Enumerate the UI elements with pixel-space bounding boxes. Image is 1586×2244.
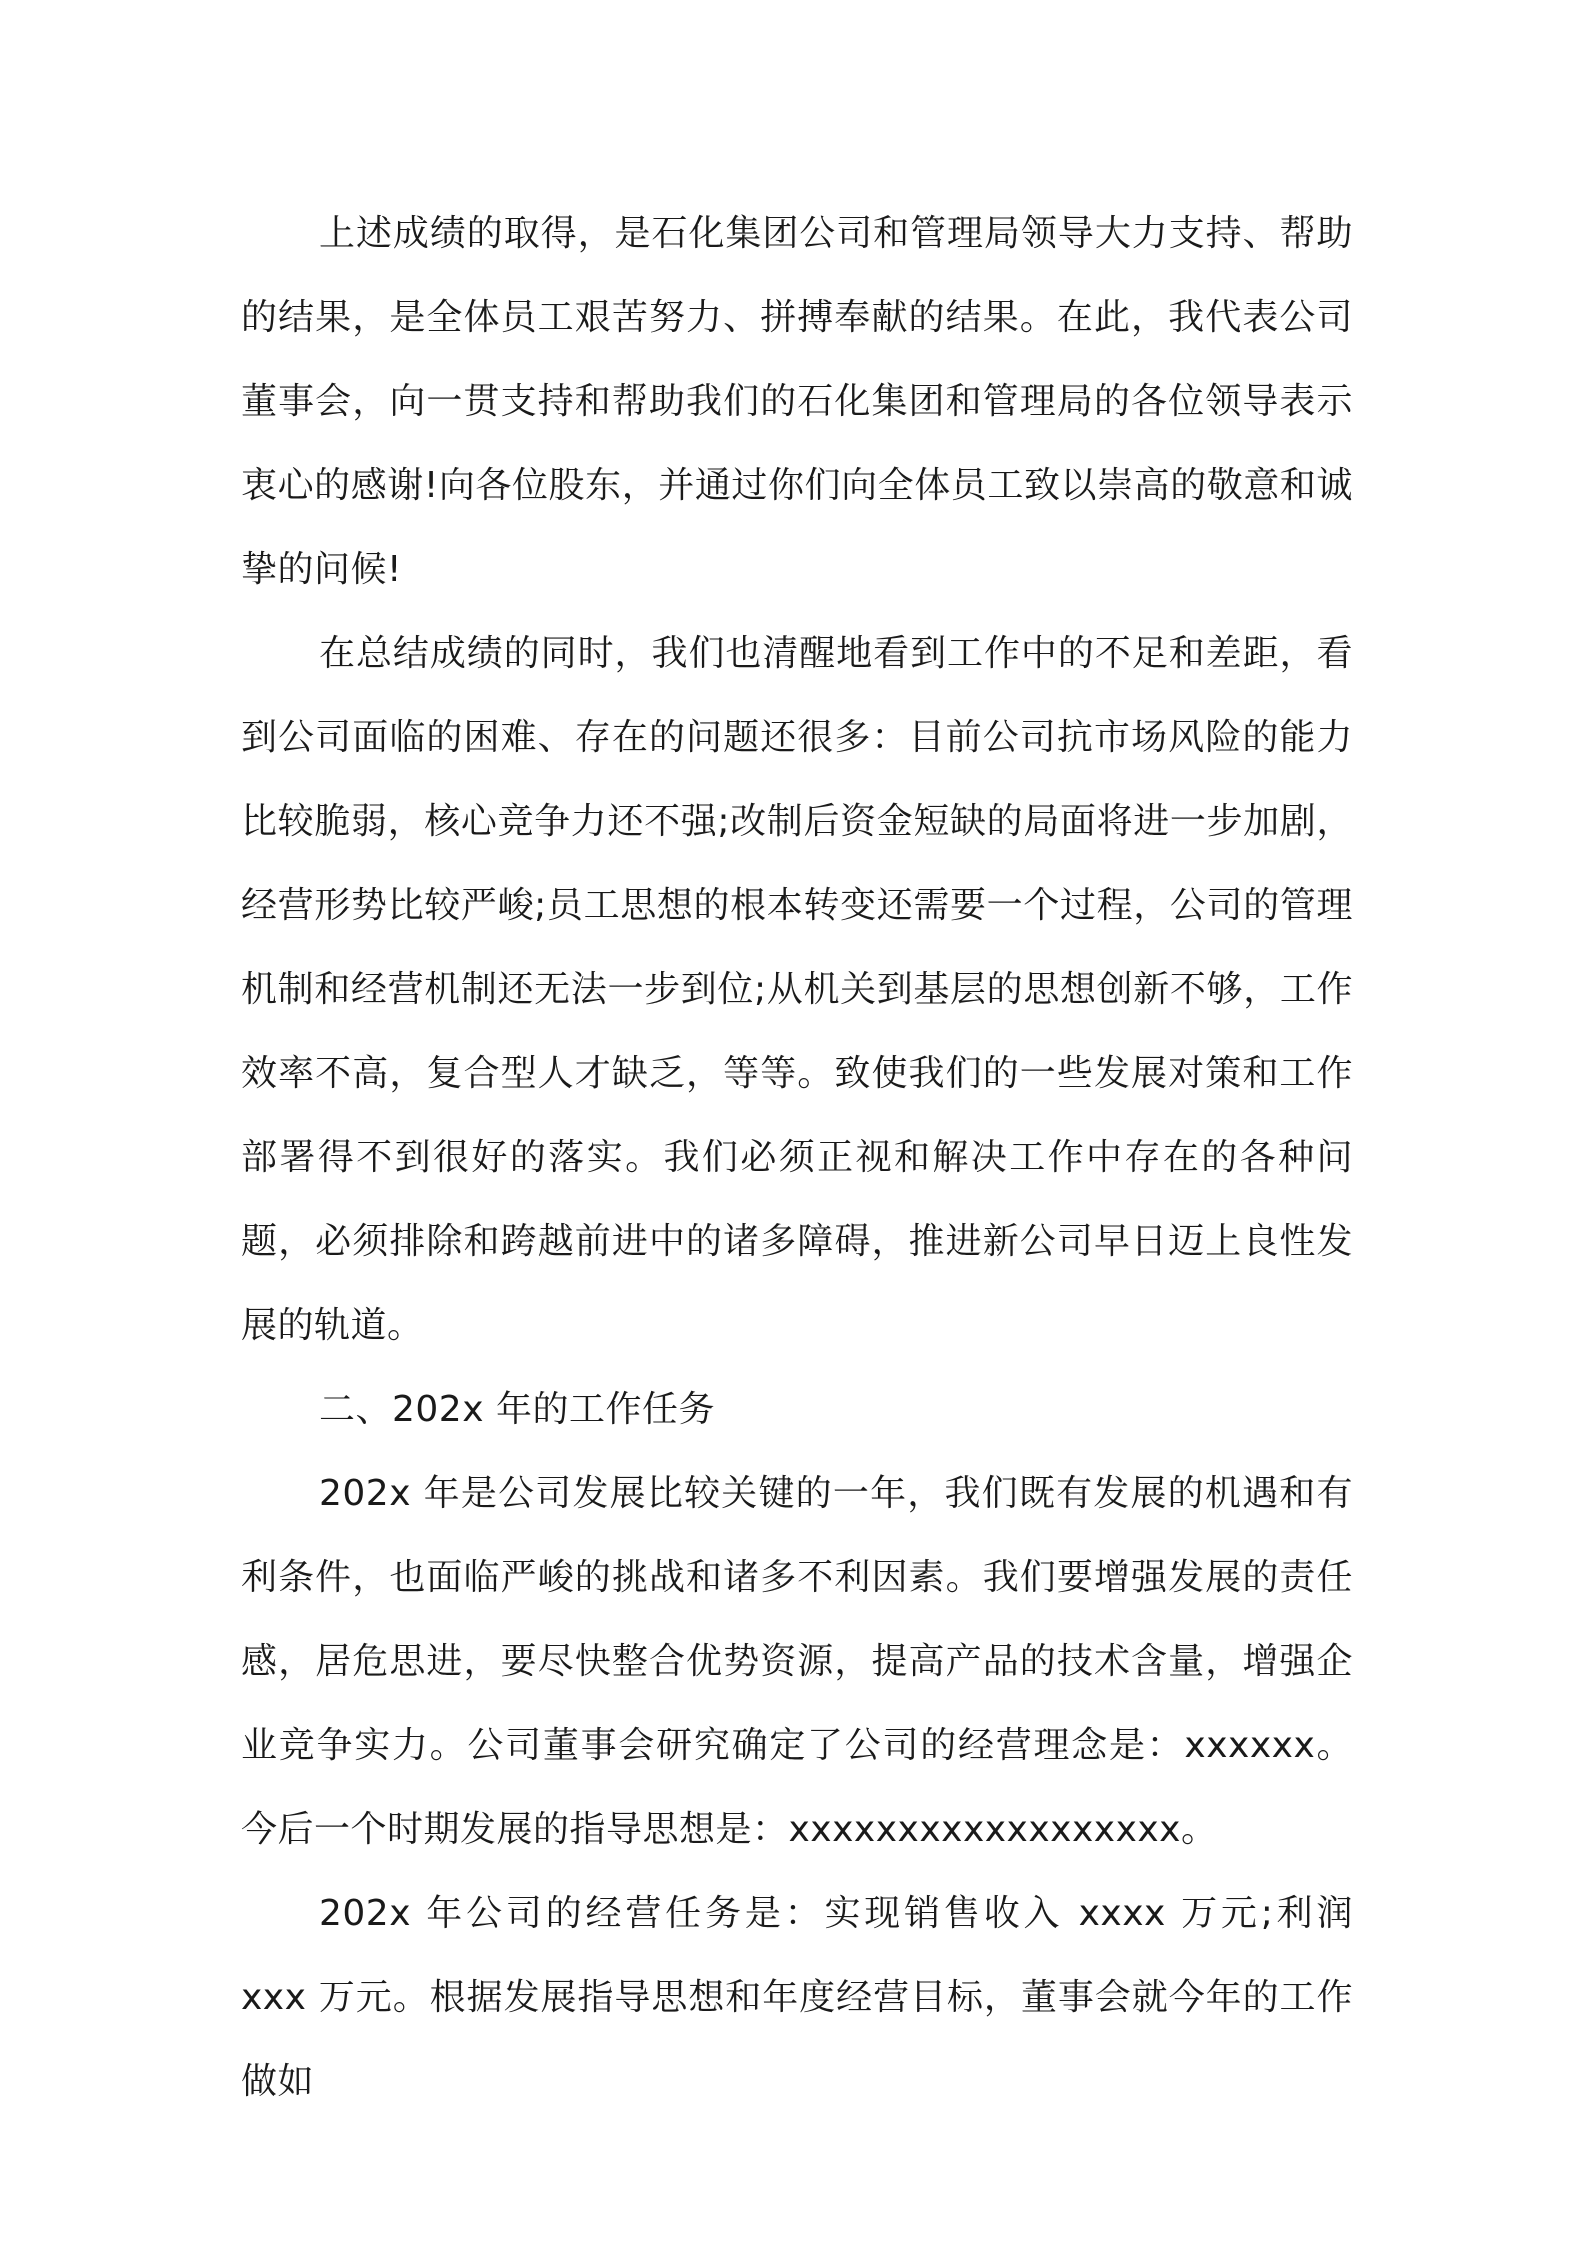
paragraph-acknowledgement: 上述成绩的取得，是石化集团公司和管理局领导大力支持、帮助的结果，是全体员工艰苦努力、拼搏奉献的结果。在此，我代表公司董事会，向一贯支持和帮助我们的石化集团和管理局的各位领导表示衷心的感谢!向各位股东，并通过你们向全体员工致以崇高的敬意和诚挚的问候! — [241, 213, 1353, 590]
paragraph-business-targets: 202x 年公司的经营任务是：实现销售收入 xxxx 万元;利润 xxx 万元。根据发展指导思想和年度经营目标，董事会就今年的工作做如 — [241, 1893, 1353, 2102]
paragraph-shortcomings: 在总结成绩的同时，我们也清醒地看到工作中的不足和差距，看到公司面临的困难、存在的问题还很多：目前公司抗市场风险的能力比较脆弱，核心竞争力还不强;改制后资金短缺的局面将进一步加剧，经营形势比较严峻;员工思想的根本转变还需要一个过程，公司的管理机制和经营机制还无法一步到位;从机关到基层的思想创新不够，工作效率不高，复合型人才缺乏，等等。致使我们的一些发展对策和工作部署得不到很好的落实。我们必须正视和解决工作中存在的各种问题，必须排除和跨越前进中的诸多障碍，推进新公司早日迈上良性发展的轨道。 — [241, 633, 1353, 1346]
document-body — [241, 192, 1353, 2124]
section-heading: 二、202x 年的工作任务 — [319, 1389, 715, 1430]
paragraph-business-philosophy: 202x 年是公司发展比较关键的一年，我们既有发展的机遇和有利条件，也面临严峻的挑战和诸多不利因素。我们要增强发展的责任感，居危思进，要尽快整合优势资源，提高产品的技术含量，增强企业竞争实力。公司董事会研究确定了公司的经营理念是：xxxxxx。今后一个时期发展的指导思想是：xxxxxxxxxxxxxxxxxx。 — [241, 1473, 1353, 1850]
